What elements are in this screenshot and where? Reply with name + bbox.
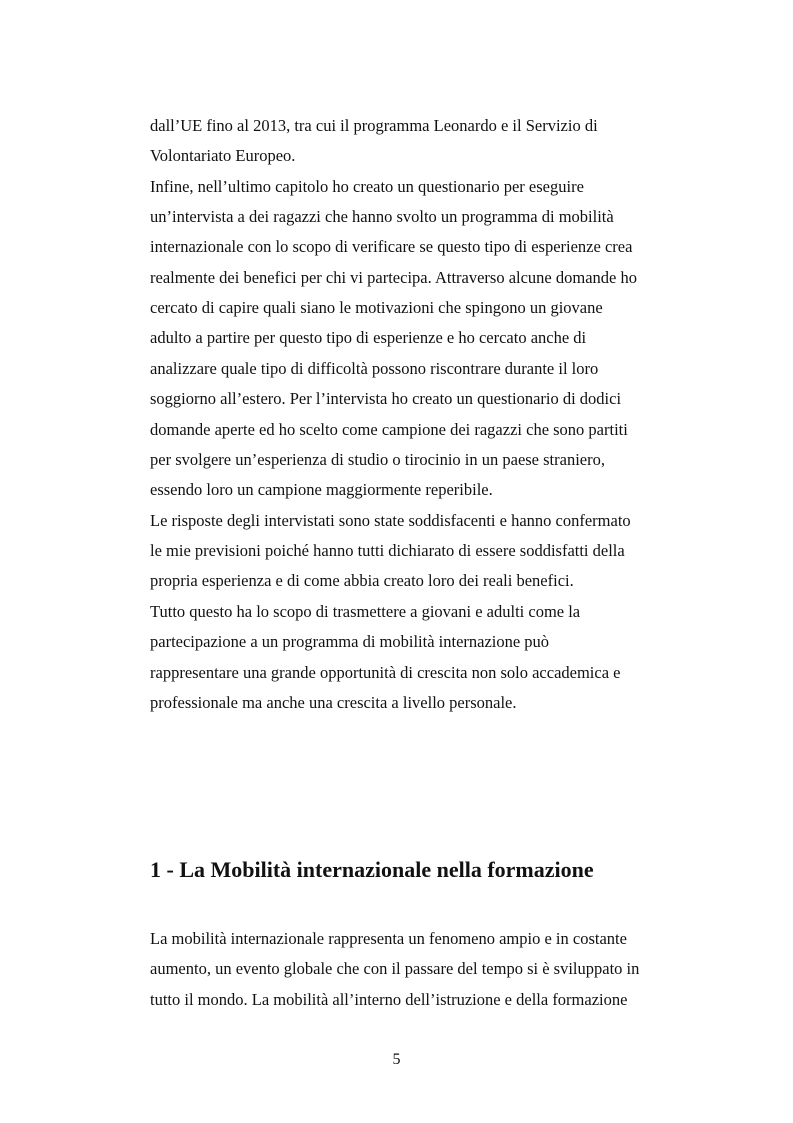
text-line: rappresentare una grande opportunità di crescita non solo accademica e bbox=[150, 663, 621, 682]
text-line: cercato di capire quali siano le motivazioni che spingono un giovane bbox=[150, 298, 603, 317]
text-line: aumento, un evento globale che con il passare del tempo si è sviluppato in bbox=[150, 959, 640, 978]
text-line: internazionale con lo scopo di verificare se questo tipo di esperienze crea bbox=[150, 237, 633, 256]
text-line: realmente dei benefici per chi vi partecipa. Attraverso alcune domande ho bbox=[150, 268, 637, 287]
text-line: domande aperte ed ho scelto come campione dei ragazzi che sono partiti bbox=[150, 420, 628, 439]
text-line: analizzare quale tipo di difficoltà possono riscontrare durante il loro bbox=[150, 359, 599, 378]
text-line: Le risposte degli intervistati sono state soddisfacenti e hanno confermato bbox=[150, 511, 631, 530]
text-line: un’intervista a dei ragazzi che hanno svolto un programma di mobilità bbox=[150, 207, 614, 226]
text-line: Tutto questo ha lo scopo di trasmettere a giovani e adulti come la bbox=[150, 602, 581, 621]
text-line: dall’UE fino al 2013, tra cui il programma Leonardo e il Servizio di bbox=[150, 116, 598, 135]
text-line: La mobilità internazionale rappresenta un fenomeno ampio e in costante bbox=[150, 929, 627, 948]
text-line: essendo loro un campione maggiormente reperibile. bbox=[150, 480, 493, 499]
text-line: professionale ma anche una crescita a livello personale. bbox=[150, 693, 517, 712]
text-line: le mie previsioni poiché hanno tutti dichiarato di essere soddisfatti della bbox=[150, 541, 625, 560]
text-line: per svolgere un’esperienza di studio o tirocinio in un paese straniero, bbox=[150, 450, 605, 469]
text-line: adulto a partire per questo tipo di esperienze e ho cercato anche di bbox=[150, 328, 587, 347]
text-line: tutto il mondo. La mobilità all’interno dell’istruzione e della formazione bbox=[150, 990, 628, 1009]
text-line: soggiorno all’estero. Per l’intervista ho creato un questionario di dodici bbox=[150, 389, 622, 408]
text-line: propria esperienza e di come abbia creato loro dei reali benefici. bbox=[150, 571, 574, 590]
text-line: partecipazione a un programma di mobilità internazione può bbox=[150, 632, 550, 651]
section-heading: 1 - La Mobilità internazionale nella formazione bbox=[150, 857, 594, 882]
text-line: Infine, nell’ultimo capitolo ho creato un questionario per eseguire bbox=[150, 177, 584, 196]
text-line: Volontariato Europeo. bbox=[150, 146, 296, 165]
page-number: 5 bbox=[392, 1051, 401, 1068]
